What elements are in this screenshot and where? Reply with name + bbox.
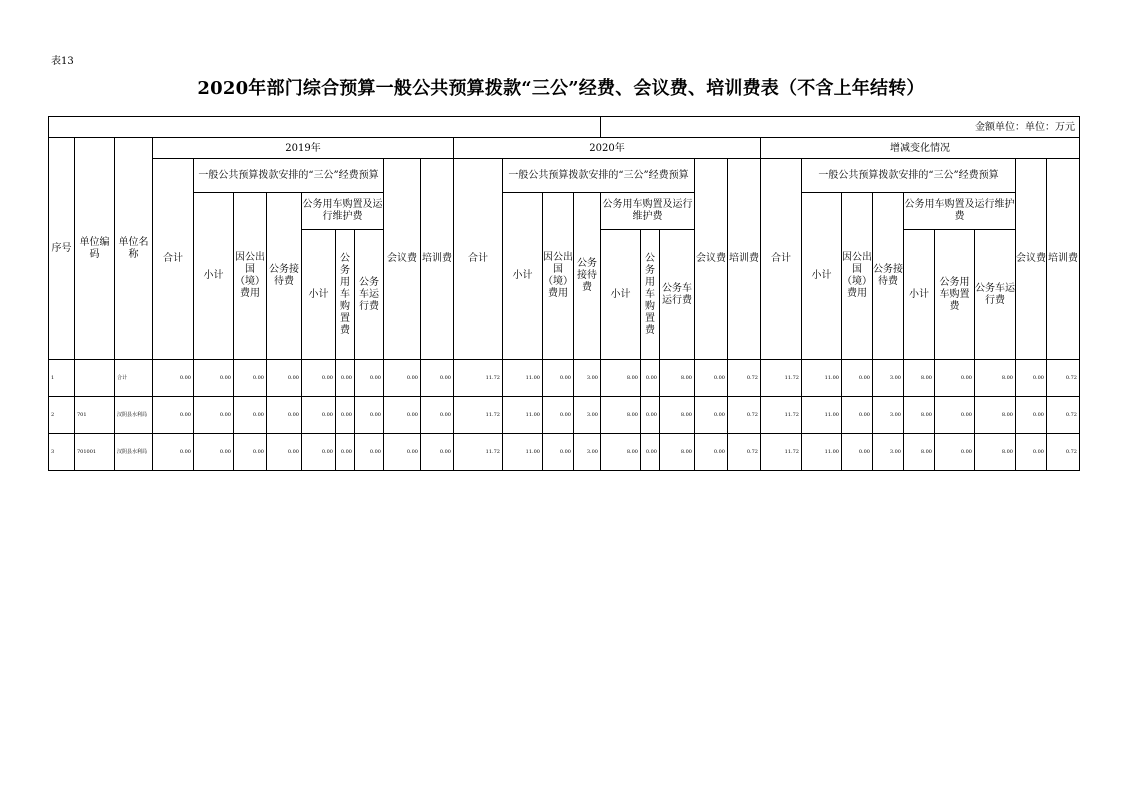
row-value: 0.00 xyxy=(234,360,267,397)
row-value: 8.00 xyxy=(601,360,641,397)
row-value: 0.00 xyxy=(267,360,302,397)
row-value: 0.00 xyxy=(336,434,355,471)
row-value: 0.00 xyxy=(153,397,194,434)
row-value: 11.72 xyxy=(454,434,503,471)
row-value: 3.00 xyxy=(574,397,601,434)
row-unit-code: 701001 xyxy=(75,434,115,471)
header-reception: 公务接待费 xyxy=(873,193,904,360)
header-change: 增减变化情况 xyxy=(761,138,1080,159)
table-row xyxy=(49,397,1080,434)
header-abroad: 因公出国（境）费用 xyxy=(842,193,873,360)
header-total: 合计 xyxy=(761,159,802,360)
row-seq: 3 xyxy=(49,434,75,471)
header-car-run: 公务车运行费 xyxy=(975,230,1016,360)
row-value: 8.00 xyxy=(904,397,935,434)
row-value: 0.00 xyxy=(842,434,873,471)
header-total: 合计 xyxy=(153,159,194,360)
row-value: 0.72 xyxy=(728,360,761,397)
header-car-run: 公务车运行费 xyxy=(660,230,695,360)
row-value: 8.00 xyxy=(660,434,695,471)
row-value: 11.00 xyxy=(503,360,543,397)
row-value: 3.00 xyxy=(873,397,904,434)
row-value: 0.00 xyxy=(302,360,336,397)
page-title: 2020年部门综合预算一般公共预算拨款“三公”经费、会议费、培训费表（不含上年结转） xyxy=(197,78,925,99)
header-total: 合计 xyxy=(454,159,503,360)
budget-table xyxy=(48,116,1080,471)
row-value: 8.00 xyxy=(660,397,695,434)
row-value: 0.00 xyxy=(384,397,421,434)
row-value: 0.00 xyxy=(695,397,728,434)
row-value: 11.00 xyxy=(802,360,842,397)
row-value: 0.00 xyxy=(421,434,454,471)
row-value: 0.00 xyxy=(641,434,660,471)
row-value: 11.00 xyxy=(802,397,842,434)
row-unit-name: 汉阴县水利局 xyxy=(115,434,153,471)
row-value: 0.00 xyxy=(543,397,574,434)
table-row xyxy=(49,360,1080,397)
row-value: 11.72 xyxy=(761,434,802,471)
header-sangong-group: 一般公共预算拨款安排的“三公”经费预算 xyxy=(802,159,1016,193)
row-value: 0.00 xyxy=(302,434,336,471)
header-subtotal: 小计 xyxy=(503,193,543,360)
row-value: 11.00 xyxy=(503,434,543,471)
header-unit-name: 单位名称 xyxy=(115,138,153,360)
header-car-subtotal: 小计 xyxy=(904,230,935,360)
row-value: 0.00 xyxy=(935,434,975,471)
row-value: 11.00 xyxy=(503,397,543,434)
header-year-2019: 2019年 xyxy=(153,138,454,159)
row-value: 0.00 xyxy=(302,397,336,434)
row-value: 0.72 xyxy=(1047,360,1080,397)
header-car-purchase: 公务用车购置费 xyxy=(336,230,355,360)
row-value: 0.00 xyxy=(384,360,421,397)
row-value: 0.72 xyxy=(1047,434,1080,471)
header-training: 培训费 xyxy=(1047,159,1080,360)
row-value: 11.72 xyxy=(454,397,503,434)
row-value: 0.00 xyxy=(1016,434,1047,471)
row-value: 0.00 xyxy=(543,360,574,397)
header-subtotal: 小计 xyxy=(802,193,842,360)
row-value: 0.00 xyxy=(695,360,728,397)
row-value: 0.00 xyxy=(355,434,384,471)
row-value: 0.00 xyxy=(695,434,728,471)
table-number: 表13 xyxy=(51,56,74,67)
row-value: 0.00 xyxy=(935,397,975,434)
row-seq: 1 xyxy=(49,360,75,397)
row-value: 0.00 xyxy=(336,397,355,434)
row-value: 8.00 xyxy=(660,360,695,397)
header-abroad: 因公出国（境）费用 xyxy=(543,193,574,360)
row-value: 0.00 xyxy=(355,397,384,434)
row-value: 0.00 xyxy=(641,397,660,434)
row-value: 0.72 xyxy=(1047,397,1080,434)
row-value: 0.00 xyxy=(234,397,267,434)
row-unit-name: 合计 xyxy=(115,360,153,397)
row-value: 3.00 xyxy=(574,434,601,471)
row-value: 0.00 xyxy=(355,360,384,397)
row-value: 0.00 xyxy=(1016,360,1047,397)
row-value: 8.00 xyxy=(975,360,1016,397)
row-value: 8.00 xyxy=(975,397,1016,434)
header-meeting: 会议费 xyxy=(1016,159,1047,360)
header-car-group: 公务用车购置及运行维护费 xyxy=(904,193,1016,230)
header-blank-cell xyxy=(49,117,601,138)
row-value: 0.00 xyxy=(1016,397,1047,434)
row-value: 0.00 xyxy=(421,397,454,434)
row-value: 8.00 xyxy=(601,434,641,471)
row-value: 0.00 xyxy=(194,397,234,434)
row-value: 0.00 xyxy=(543,434,574,471)
header-sangong-group: 一般公共预算拨款安排的“三公”经费预算 xyxy=(194,159,384,193)
unit-label: 金额单位：单位：万元 xyxy=(601,117,1080,138)
row-value: 8.00 xyxy=(904,434,935,471)
row-value: 0.00 xyxy=(153,434,194,471)
row-value: 0.00 xyxy=(267,434,302,471)
header-unit-code: 单位编码 xyxy=(75,138,115,360)
row-unit-code xyxy=(75,360,115,397)
header-meeting: 会议费 xyxy=(695,159,728,360)
row-value: 0.00 xyxy=(336,360,355,397)
row-seq: 2 xyxy=(49,397,75,434)
row-value: 8.00 xyxy=(601,397,641,434)
header-car-group: 公务用车购置及运行维护费 xyxy=(302,193,384,230)
header-sangong-group: 一般公共预算拨款安排的“三公”经费预算 xyxy=(503,159,695,193)
row-value: 0.00 xyxy=(842,360,873,397)
header-meeting: 会议费 xyxy=(384,159,421,360)
row-value: 8.00 xyxy=(904,360,935,397)
row-value: 3.00 xyxy=(873,360,904,397)
row-value: 3.00 xyxy=(574,360,601,397)
row-value: 0.72 xyxy=(728,397,761,434)
header-seq: 序号 xyxy=(49,138,75,360)
row-value: 0.00 xyxy=(384,434,421,471)
row-value: 0.00 xyxy=(194,434,234,471)
header-reception: 公务接待费 xyxy=(267,193,302,360)
header-training: 培训费 xyxy=(728,159,761,360)
row-value: 11.72 xyxy=(454,360,503,397)
header-training: 培训费 xyxy=(421,159,454,360)
header-car-subtotal: 小计 xyxy=(601,230,641,360)
header-car-group: 公务用车购置及运行维护费 xyxy=(601,193,695,230)
header-abroad: 因公出国（境）费用 xyxy=(234,193,267,360)
row-value: 0.00 xyxy=(935,360,975,397)
table-row xyxy=(49,434,1080,471)
header-car-subtotal: 小计 xyxy=(302,230,336,360)
row-value: 0.00 xyxy=(421,360,454,397)
header-subtotal: 小计 xyxy=(194,193,234,360)
row-value: 0.00 xyxy=(194,360,234,397)
header-car-run: 公务车运行费 xyxy=(355,230,384,360)
header-car-purchase: 公务用车购置费 xyxy=(641,230,660,360)
row-value: 0.72 xyxy=(728,434,761,471)
row-value: 0.00 xyxy=(267,397,302,434)
row-value: 0.00 xyxy=(153,360,194,397)
header-reception: 公务接待费 xyxy=(574,193,601,360)
row-value: 8.00 xyxy=(975,434,1016,471)
row-value: 0.00 xyxy=(234,434,267,471)
row-value: 11.72 xyxy=(761,360,802,397)
header-year-2020: 2020年 xyxy=(454,138,761,159)
row-unit-code: 701 xyxy=(75,397,115,434)
row-value: 11.72 xyxy=(761,397,802,434)
row-unit-name: 汉阴县水利局 xyxy=(115,397,153,434)
header-car-purchase: 公务用车购置费 xyxy=(935,230,975,360)
row-value: 11.00 xyxy=(802,434,842,471)
row-value: 0.00 xyxy=(842,397,873,434)
row-value: 0.00 xyxy=(641,360,660,397)
row-value: 3.00 xyxy=(873,434,904,471)
